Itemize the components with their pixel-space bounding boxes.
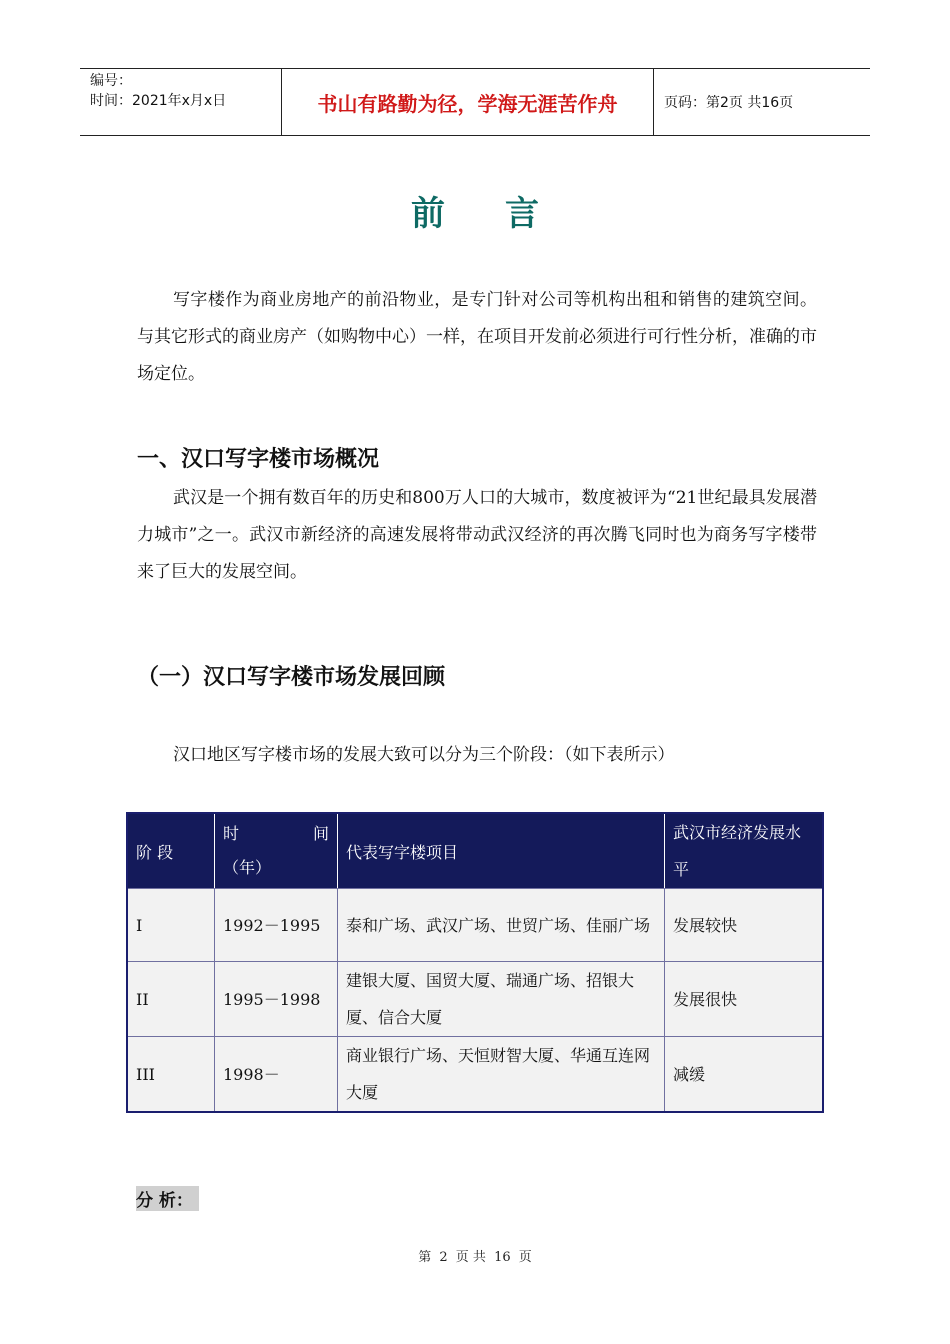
table-row — [128, 888, 822, 961]
header-time — [215, 814, 338, 888]
footer-total-pages: 16 — [494, 1250, 511, 1265]
header-economy: 武汉市经济发展水平 — [665, 814, 822, 888]
header-meta — [80, 69, 282, 135]
cell-stage: III — [128, 1036, 215, 1111]
market-phases-table — [126, 812, 824, 1113]
cell-period: 1998－ — [215, 1036, 338, 1111]
cell-stage: I — [128, 888, 215, 961]
document-date: 时间：2021年x月x日 — [90, 93, 227, 109]
document-number-label: 编号： — [90, 73, 132, 89]
header-motto: 书山有路勤为径，学海无涯苦作舟 — [282, 69, 654, 135]
footer-mid: 页 共 — [455, 1250, 486, 1265]
page-footer — [0, 1246, 950, 1265]
header-stage: 阶 段 — [128, 814, 215, 888]
table-row — [128, 961, 822, 1036]
cell-stage: II — [128, 961, 215, 1036]
page-title: 前言 — [411, 194, 599, 234]
cell-projects: 商业银行广场、天恒财智大厦、华通互连网大厦 — [338, 1036, 665, 1111]
cell-projects: 建银大厦、国贸大厦、瑞通广场、招银大厦、信合大厦 — [338, 961, 665, 1036]
footer-suffix: 页 — [518, 1250, 532, 1265]
table-intro: 汉口地区写字楼市场的发展大致可以分为三个阶段：（如下表所示） — [173, 745, 675, 765]
section-paragraph: 武汉是一个拥有数百年的历史和800万人口的大城市，数度被评为“21世纪最具发展潜力城市”之一。武汉市新经济的高速发展将带动武汉经济的再次腾飞同时也为商务写字楼带来了巨大的发展空间。 — [137, 488, 817, 582]
cell-economy: 发展很快 — [665, 961, 822, 1036]
section-heading: 一、汉口写字楼市场概况 — [137, 447, 380, 472]
cell-period: 1995－1998 — [215, 961, 338, 1036]
header-projects: 代表写字楼项目 — [338, 814, 665, 888]
header-page-info: 页码：第2页 共16页 — [664, 95, 794, 111]
table-header-row — [128, 814, 822, 888]
cell-economy: 减缓 — [665, 1036, 822, 1111]
footer-prefix: 第 — [418, 1250, 432, 1265]
footer-page-number: 2 — [439, 1250, 448, 1265]
cell-period: 1992－1995 — [215, 888, 338, 961]
header-time-unit: （年） — [223, 858, 272, 877]
analysis-label: 分 析： — [136, 1186, 199, 1211]
table-row — [128, 1036, 822, 1111]
header-time-part-b: 间 — [312, 824, 329, 843]
preface-paragraph: 写字楼作为商业房地产的前沿物业，是专门针对公司等机构出租和销售的建筑空间。与其它形式的商业房产（如购物中心）一样，在项目开发前必须进行可行性分析，准确的市场定位。 — [137, 290, 817, 384]
cell-economy: 发展较快 — [665, 888, 822, 961]
page-header — [80, 68, 870, 136]
header-time-part-a: 时 — [223, 824, 240, 843]
subsection-heading: （一）汉口写字楼市场发展回顾 — [137, 665, 446, 690]
cell-projects: 泰和广场、武汉广场、世贸广场、佳丽广场 — [338, 888, 665, 961]
